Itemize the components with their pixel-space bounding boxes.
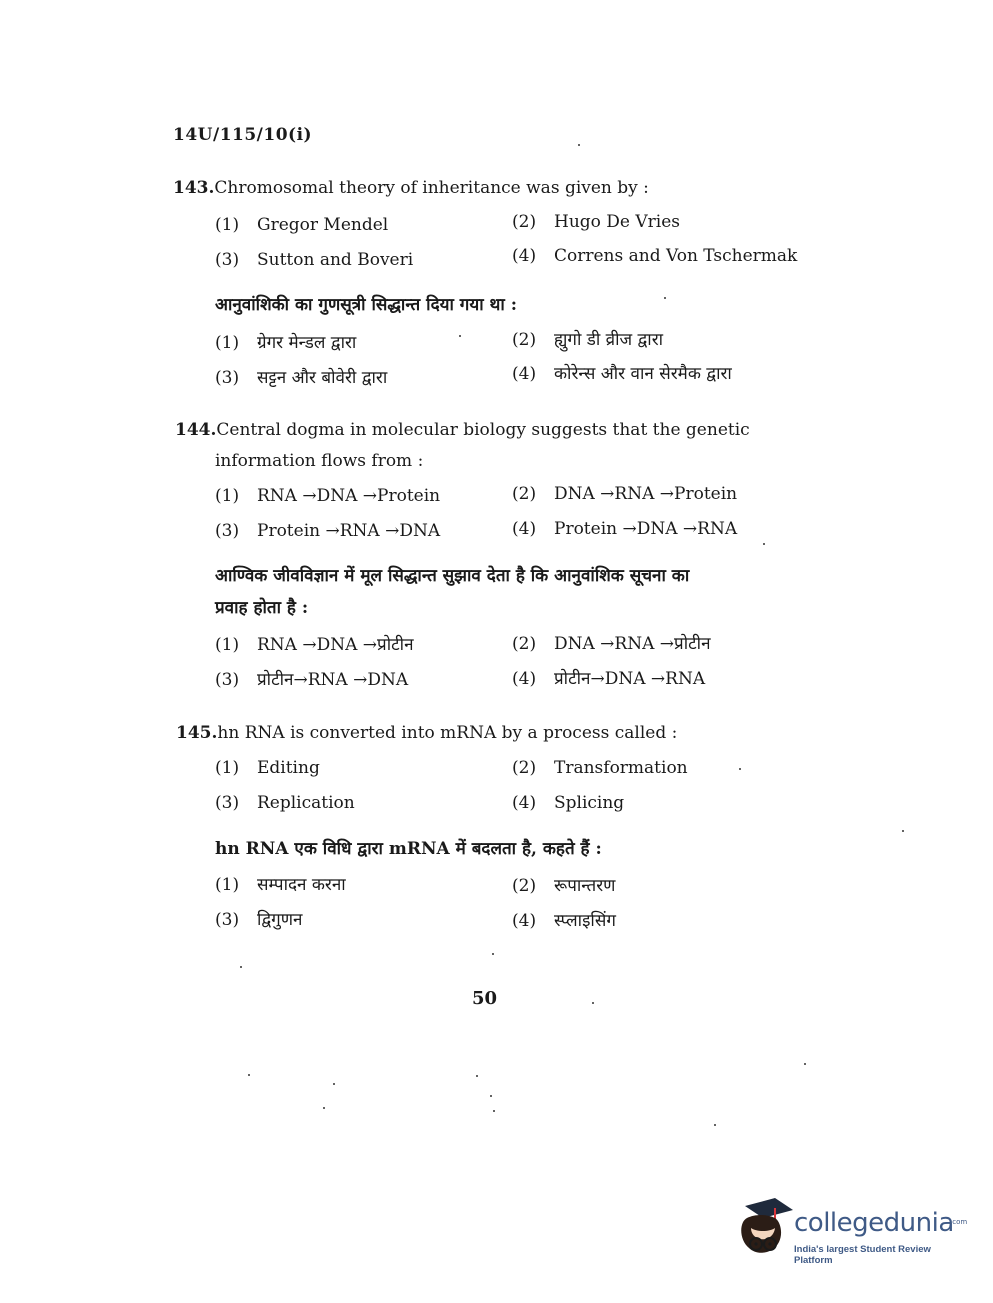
hindi-option-4: (4) स्प्लाइसिंग <box>512 911 616 931</box>
hindi-option-2: (2) रूपान्तरण <box>512 876 616 896</box>
option-2: (2) Hugo De Vries <box>512 212 681 232</box>
hindi-option-3: (3) द्विगुणन <box>215 910 303 930</box>
logo-suffix: .com <box>950 1218 968 1226</box>
scan-speck <box>323 1107 325 1109</box>
scan-speck <box>492 953 494 955</box>
hindi-option-4: (4) प्रोटीन→DNA →RNA <box>512 669 706 689</box>
option-1: (1) Editing <box>215 758 320 778</box>
hindi-question-text: hn RNA एक विधि द्वारा mRNA में बदलता है, कहते हैं : <box>215 839 602 859</box>
option-4: (4) Protein →DNA →RNA <box>512 519 738 539</box>
question-text-continued: information flows from : <box>215 451 424 471</box>
scan-speck <box>739 768 741 770</box>
scan-speck <box>804 1063 806 1065</box>
option-3: (3) Protein →RNA →DNA <box>215 521 441 541</box>
hindi-option-2: (2) ह्युगो डी व्रीज द्वारा <box>512 330 664 350</box>
hindi-option-1: (1) ग्रेगर मेन्डल द्वारा <box>215 333 357 353</box>
option-4: (4) Correns and Von Tschermak <box>512 246 798 266</box>
mascot-icon <box>737 1196 795 1262</box>
question-145 <box>176 723 677 743</box>
option-2: (2) DNA →RNA →Protein <box>512 484 738 504</box>
scan-speck <box>493 1110 495 1112</box>
hindi-option-3: (3) सट्टन और बोवेरी द्वारा <box>215 368 388 388</box>
scan-speck <box>476 1075 478 1077</box>
question-text: Central dogma in molecular biology suggests that the genetic <box>216 420 750 440</box>
option-1: (1) Gregor Mendel <box>215 215 389 235</box>
logo-wordmark: collegedunia <box>794 1208 954 1238</box>
question-144 <box>175 420 750 440</box>
hindi-option-2: (2) DNA →RNA →प्रोटीन <box>512 634 711 654</box>
hindi-question-text: आण्विक जीवविज्ञान में मूल सिद्धान्त सुझाव देता है कि आनुवांशिक सूचना का <box>215 566 690 586</box>
paper-code: 14U/115/10(i) <box>173 125 313 145</box>
page-number: 50 <box>472 988 498 1009</box>
scan-speck <box>240 966 242 968</box>
hindi-question-text-continued: प्रवाह होता है : <box>215 598 309 618</box>
question-143 <box>173 178 649 198</box>
question-number: 143. <box>173 178 215 198</box>
hindi-question-text: आनुवांशिकी का गुणसूत्री सिद्धान्त दिया गया था : <box>215 295 517 315</box>
hindi-option-3: (3) प्रोटीन→RNA →DNA <box>215 670 409 690</box>
hindi-option-1: (1) RNA →DNA →प्रोटीन <box>215 635 414 655</box>
question-text: hn RNA is converted into mRNA by a process called : <box>217 723 678 743</box>
collegedunia-logo <box>737 1196 967 1266</box>
scan-speck <box>763 543 765 545</box>
option-2: (2) Transformation <box>512 758 688 778</box>
scan-speck <box>490 1095 492 1097</box>
question-number: 144. <box>175 420 217 440</box>
question-number: 145. <box>176 723 218 743</box>
option-3: (3) Sutton and Boveri <box>215 250 414 270</box>
hindi-option-4: (4) कोरेन्स और वान सेरमैक द्वारा <box>512 364 732 384</box>
logo-tagline: India's largest Student Review Platform <box>794 1244 931 1266</box>
question-text: Chromosomal theory of inheritance was given by : <box>214 178 649 198</box>
option-3: (3) Replication <box>215 793 355 813</box>
scan-speck <box>578 144 580 146</box>
scan-speck <box>902 830 904 832</box>
scan-speck <box>664 297 666 299</box>
scan-speck <box>333 1083 335 1085</box>
scan-speck <box>592 1002 594 1004</box>
scan-speck <box>248 1074 250 1076</box>
scan-speck <box>459 335 461 337</box>
option-4: (4) Splicing <box>512 793 625 813</box>
hindi-option-1: (1) सम्पादन करना <box>215 875 346 895</box>
option-1: (1) RNA →DNA →Protein <box>215 486 441 506</box>
scan-speck <box>714 1124 716 1126</box>
